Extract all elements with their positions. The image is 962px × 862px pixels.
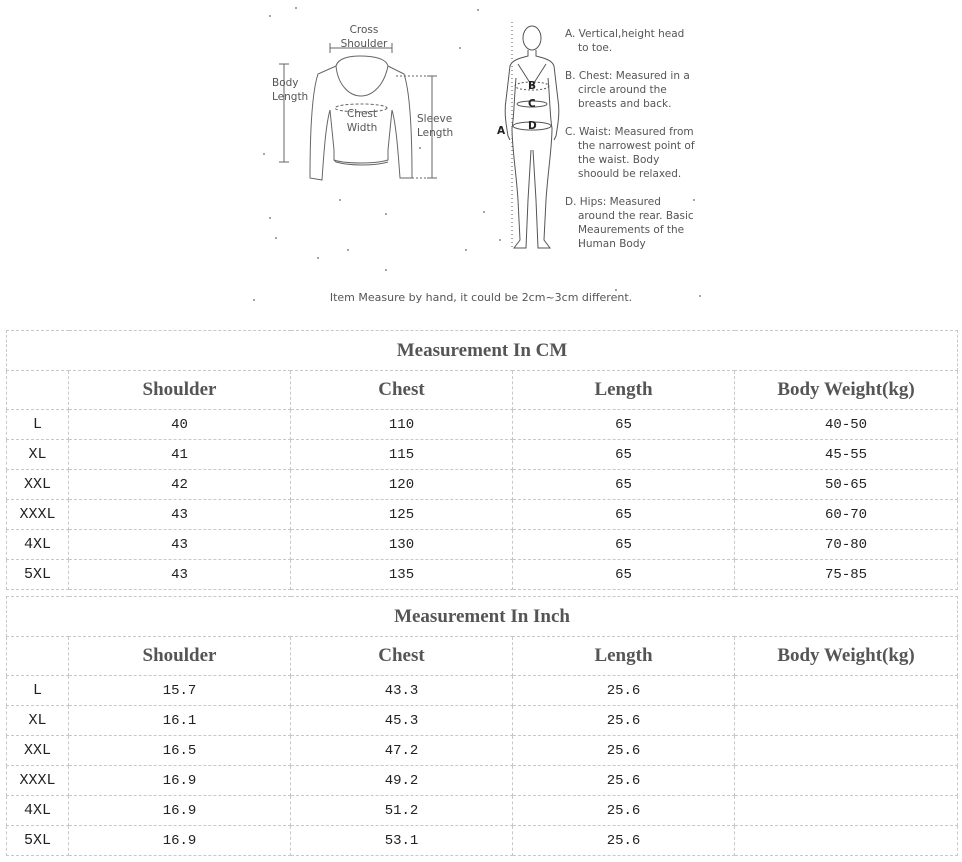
weight-cell: 60-70 — [735, 500, 958, 530]
table-row — [7, 766, 958, 796]
length-cell: 65 — [513, 530, 735, 560]
size-cell: 4XL — [7, 796, 69, 826]
length-cell: 25.6 — [513, 736, 735, 766]
inch-header-size — [7, 637, 69, 676]
inch-header-body-weight: Body Weight(kg) — [735, 637, 958, 676]
chest-cell: 125 — [291, 500, 513, 530]
size-cell: L — [7, 410, 69, 440]
weight-cell — [735, 676, 958, 706]
chest-cell: 45.3 — [291, 706, 513, 736]
shoulder-cell: 40 — [69, 410, 291, 440]
cm-table-title: Measurement In CM — [7, 331, 958, 371]
body-label-b: B — [528, 80, 537, 92]
chest-width-label: Chest Width — [346, 108, 378, 134]
inch-size-table — [6, 596, 958, 856]
shoulder-cell: 16.5 — [69, 736, 291, 766]
body-label-d: D — [528, 120, 537, 132]
cm-header-body-weight: Body Weight(kg) — [735, 371, 958, 410]
table-row — [7, 560, 958, 590]
chest-cell: 110 — [291, 410, 513, 440]
shoulder-cell: 43 — [69, 560, 291, 590]
sleeve-length-label: Sleeve Length — [417, 113, 454, 139]
weight-cell: 70-80 — [735, 530, 958, 560]
size-cell: XL — [7, 440, 69, 470]
shoulder-cell: 16.1 — [69, 706, 291, 736]
human-figure-drawing — [505, 22, 559, 250]
length-cell: 25.6 — [513, 706, 735, 736]
shoulder-cell: 16.9 — [69, 826, 291, 856]
chest-cell: 51.2 — [291, 796, 513, 826]
table-row — [7, 530, 958, 560]
size-cell: L — [7, 676, 69, 706]
body-label-a: A — [497, 125, 506, 137]
chest-cell: 43.3 — [291, 676, 513, 706]
chest-cell: 130 — [291, 530, 513, 560]
weight-cell — [735, 796, 958, 826]
shoulder-cell: 16.9 — [69, 796, 291, 826]
length-cell: 25.6 — [513, 826, 735, 856]
chest-cell: 120 — [291, 470, 513, 500]
length-cell: 65 — [513, 440, 735, 470]
size-cell: XXL — [7, 736, 69, 766]
cm-header-shoulder: Shoulder — [69, 371, 291, 410]
cross-shoulder-label: Cross Shoulder — [340, 24, 388, 50]
size-cell: 5XL — [7, 560, 69, 590]
weight-cell: 45-55 — [735, 440, 958, 470]
table-row — [7, 500, 958, 530]
inch-table-title: Measurement In Inch — [7, 597, 958, 637]
table-row — [7, 470, 958, 500]
cm-header-length: Length — [513, 371, 735, 410]
chest-cell: 53.1 — [291, 826, 513, 856]
chest-cell: 47.2 — [291, 736, 513, 766]
legend-item-d: D. Hips: Measured around the rear. Basic Meaurements of the Human Body — [565, 196, 694, 250]
length-cell: 25.6 — [513, 676, 735, 706]
body-length-label: Body Length — [272, 77, 309, 103]
weight-cell — [735, 766, 958, 796]
weight-cell: 40-50 — [735, 410, 958, 440]
length-cell: 65 — [513, 560, 735, 590]
shoulder-cell: 43 — [69, 530, 291, 560]
illustration-drawing — [0, 0, 962, 320]
length-cell: 65 — [513, 470, 735, 500]
weight-cell: 50-65 — [735, 470, 958, 500]
size-cell: XXXL — [7, 766, 69, 796]
size-cell: XL — [7, 706, 69, 736]
cm-size-table — [6, 330, 958, 590]
legend-item-c: C. Waist: Measured from the narrowest point of the waist. Body shoould be relaxed. — [565, 126, 695, 180]
table-row — [7, 440, 958, 470]
chest-cell: 49.2 — [291, 766, 513, 796]
shoulder-cell: 41 — [69, 440, 291, 470]
measure-note: Item Measure by hand, it could be 2cm~3cm different. — [329, 291, 633, 304]
size-cell: XXXL — [7, 500, 69, 530]
weight-cell — [735, 706, 958, 736]
inch-header-length: Length — [513, 637, 735, 676]
table-row — [7, 410, 958, 440]
size-illustration — [0, 0, 962, 320]
table-row — [7, 706, 958, 736]
weight-cell: 75-85 — [735, 560, 958, 590]
length-cell: 65 — [513, 410, 735, 440]
table-row — [7, 676, 958, 706]
table-row — [7, 796, 958, 826]
size-cell: 4XL — [7, 530, 69, 560]
legend-item-a: A. Vertical,height head to toe. — [565, 28, 685, 54]
table-row — [7, 736, 958, 766]
shoulder-cell: 16.9 — [69, 766, 291, 796]
shoulder-cell: 43 — [69, 500, 291, 530]
measurement-legend — [565, 27, 695, 265]
length-cell: 65 — [513, 500, 735, 530]
legend-item-b: B. Chest: Measured in a circle around the breasts and back. — [565, 70, 690, 110]
body-label-c: C — [528, 98, 536, 110]
length-cell: 25.6 — [513, 796, 735, 826]
cm-header-size — [7, 371, 69, 410]
size-cell: XXL — [7, 470, 69, 500]
chest-cell: 135 — [291, 560, 513, 590]
length-cell: 25.6 — [513, 766, 735, 796]
shoulder-cell: 42 — [69, 470, 291, 500]
weight-cell — [735, 736, 958, 766]
cm-header-chest: Chest — [291, 371, 513, 410]
inch-header-shoulder: Shoulder — [69, 637, 291, 676]
weight-cell — [735, 826, 958, 856]
shoulder-cell: 15.7 — [69, 676, 291, 706]
size-cell: 5XL — [7, 826, 69, 856]
inch-header-chest: Chest — [291, 637, 513, 676]
table-row — [7, 826, 958, 856]
chest-cell: 115 — [291, 440, 513, 470]
